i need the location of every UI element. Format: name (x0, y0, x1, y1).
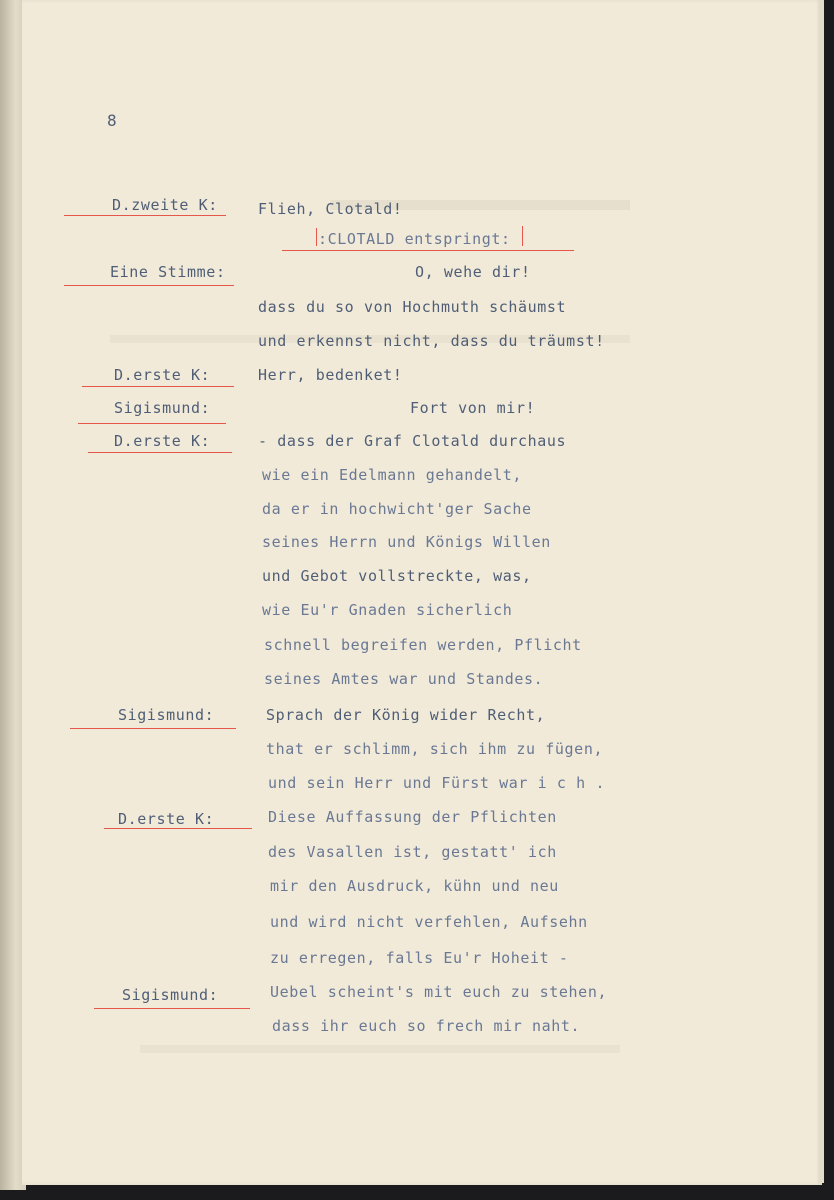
dialogue-line: Uebel scheint's mit euch zu stehen, (270, 983, 608, 1001)
dialogue-line: da er in hochwicht'ger Sache (262, 500, 532, 518)
dialogue-line: seines Herrn und Königs Willen (262, 533, 551, 551)
dialogue-line: that er schlimm, sich ihm zu fügen, (266, 740, 604, 758)
speaker-label: D.erste K: (114, 432, 211, 450)
dialogue-line: Diese Auffassung der Pflichten (268, 808, 557, 826)
dialogue-line: wie Eu'r Gnaden sicherlich (262, 601, 513, 619)
dialogue-line: Flieh, Clotald! (258, 200, 403, 218)
speaker-underline (104, 828, 252, 829)
speaker-label: Eine Stimme: (110, 263, 226, 281)
dialogue-line: Sprach der König wider Recht, (266, 706, 546, 724)
dialogue-line: wie ein Edelmann gehandelt, (262, 466, 523, 484)
speaker-label: D.zweite K: (112, 196, 218, 214)
dialogue-line: zu erregen, falls Eu'r Hoheit - (270, 949, 569, 967)
bracket-left (316, 228, 317, 246)
speaker-label: D.erste K: (114, 366, 211, 384)
dialogue-line: Fort von mir! (410, 399, 536, 417)
page-number: 8 (107, 111, 118, 130)
dialogue-line: und sein Herr und Fürst war i c h . (268, 774, 606, 792)
dialogue-line: mir den Ausdruck, kühn und neu (270, 877, 559, 895)
right-page-edge (818, 0, 824, 1183)
speaker-underline (82, 386, 234, 387)
speaker-label: Sigismund: (118, 706, 215, 724)
dialogue-line: und erkennst nicht, dass du träumst! (258, 332, 605, 350)
dialogue-line: Herr, bedenket! (258, 366, 403, 384)
speaker-label: Sigismund: (114, 399, 211, 417)
speaker-underline (88, 452, 232, 453)
dialogue-line: dass du so von Hochmuth schäumst (258, 298, 567, 316)
speaker-underline (70, 728, 236, 729)
dialogue-line: des Vasallen ist, gestatt' ich (268, 843, 557, 861)
speaker-label: Sigismund: (122, 986, 219, 1004)
dialogue-line: O, wehe dir! (415, 263, 531, 281)
dialogue-line: dass ihr euch so frech mir naht. (272, 1017, 581, 1035)
dialogue-line: und Gebot vollstreckte, was, (262, 567, 532, 585)
speaker-underline (64, 285, 234, 286)
speaker-underline (78, 423, 226, 424)
dialogue-line: - dass der Graf Clotald durchaus (258, 432, 567, 450)
dialogue-line: seines Amtes war und Standes. (264, 670, 544, 688)
stage-direction-underline (282, 250, 574, 251)
speaker-label: D.erste K: (118, 810, 215, 828)
stage-direction: :CLOTALD entspringt: (318, 230, 511, 248)
dialogue-line: schnell begreifen werden, Pflicht (264, 636, 582, 654)
speaker-underline (94, 1008, 250, 1009)
dialogue-line: und wird nicht verfehlen, Aufsehn (270, 913, 588, 931)
bracket-right (522, 226, 523, 246)
speaker-underline (64, 215, 226, 216)
